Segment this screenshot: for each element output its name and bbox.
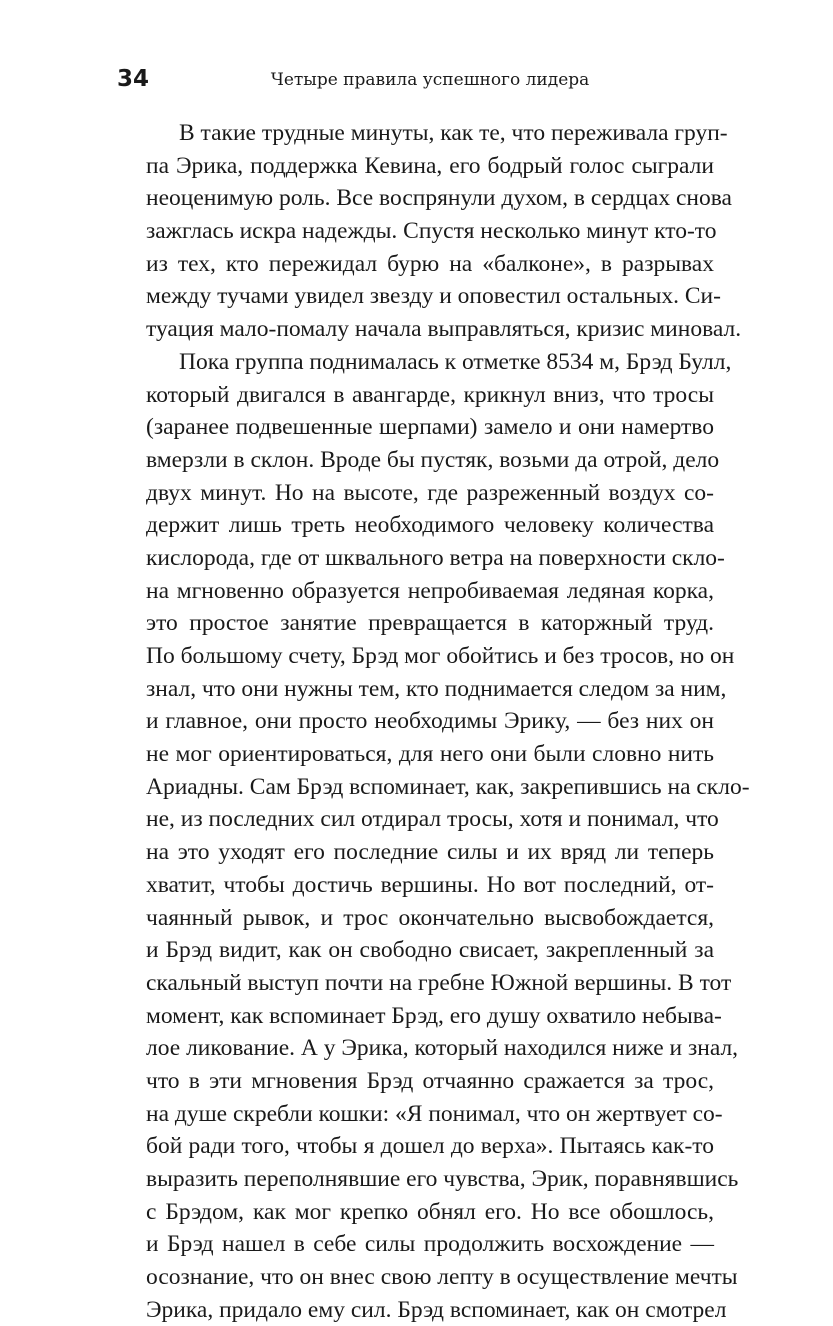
text-line: (заранее подвешенные шерпами) замело и они намертво	[146, 414, 714, 441]
text-line: лое ликование. А у Эрика, который находился ниже и знал,	[146, 1035, 739, 1062]
text-line: зажглась искра надежды. Спустя несколько минут кто-то	[146, 218, 717, 245]
text-line: неоценимую роль. Все воспрянули духом, в сердцах снова	[146, 185, 732, 212]
text-line: хватит, чтобы достичь вершины. Но вот последний, от-	[146, 871, 714, 898]
text-line: с Брэдом, как мог крепко обнял его. Но все обошлось,	[146, 1198, 714, 1225]
text-line: и главное, они просто необходимы Эрику, — без них он	[146, 708, 714, 735]
paragraph	[146, 117, 742, 346]
text-line: Эрика, придало ему сил. Брэд вспоминает, как он смотрел	[146, 1296, 727, 1323]
text-line: кислорода, где от шквального ветра на поверхности скло-	[146, 544, 725, 571]
text-line: туация мало-помалу начала выправляться, кризис миновал.	[146, 316, 742, 343]
running-head: Четыре правила успешного лидера	[270, 70, 590, 90]
text-line: что в эти мгновения Брэд отчаянно сражается за трос,	[146, 1067, 714, 1094]
text-line: не, из последних сил отдирал тросы, хотя и понимал, что	[146, 806, 719, 833]
text-line: двух минут. Но на высоте, где разреженный воздух со-	[146, 479, 714, 506]
text-line: Ариадны. Сам Брэд вспоминает, как, закрепившись на скло-	[146, 773, 750, 800]
text-line: на душе скребли кошки: «Я понимал, что он жертвует со-	[146, 1100, 723, 1127]
text-line: Пока группа поднималась к отметке 8534 м, Брэд Булл,	[179, 348, 732, 375]
text-line: не мог ориентироваться, для него они были словно нить	[146, 741, 714, 768]
text-line: который двигался в авангарде, крикнул вниз, что тросы	[146, 381, 714, 408]
text-line: осознание, что он внес свою лепту в осуществление мечты	[146, 1264, 738, 1291]
text-line: скальный выступ почти на гребне Южной вершины. В тот	[146, 969, 732, 996]
text-line: и Брэд нашел в себе силы продолжить восхождение —	[146, 1231, 714, 1258]
text-line: это простое занятие превращается в каторжный труд.	[146, 610, 714, 637]
text-line: В такие трудные минуты, как те, что переживала груп-	[179, 120, 728, 146]
text-line: из тех, кто пережидал бурю на «балконе», в разрывах	[146, 250, 714, 277]
text-line: выразить переполнявшие его чувства, Эрик, поравнявшись	[146, 1166, 739, 1192]
text-line: между тучами увидел звезду и оповестил остальных. Си-	[146, 283, 721, 310]
page-number: 34	[117, 66, 150, 92]
text-line: бой ради того, чтобы я дошел до верха». Пытаясь как-то	[146, 1133, 714, 1160]
text-line: По большому счету, Брэд мог обойтись и без тросов, но он	[146, 643, 735, 669]
text-line: па Эрика, поддержка Кевина, его бодрый голос сыграли	[146, 152, 714, 179]
body-text	[146, 117, 750, 1326]
text-line: держит лишь треть необходимого человеку количества	[146, 512, 714, 539]
text-line: на мгновенно образуется непробиваемая ледяная корка,	[146, 577, 714, 604]
text-line: вмерзли в склон. Вроде бы пустяк, возьми да отрой, дело	[146, 446, 720, 473]
text-line: и Брэд видит, как он свободно свисает, закрепленный за	[146, 937, 714, 964]
text-line: знал, что они нужны тем, кто поднимается следом за ним,	[146, 675, 727, 702]
text-line: момент, как вспоминает Брэд, его душу охватило небыва-	[146, 1002, 722, 1029]
text-line: на это уходят его последние силы и их вряд ли теперь	[146, 839, 714, 866]
text-line: чаянный рывок, и трос окончательно высвобождается,	[146, 904, 714, 931]
paragraph	[146, 346, 750, 1326]
